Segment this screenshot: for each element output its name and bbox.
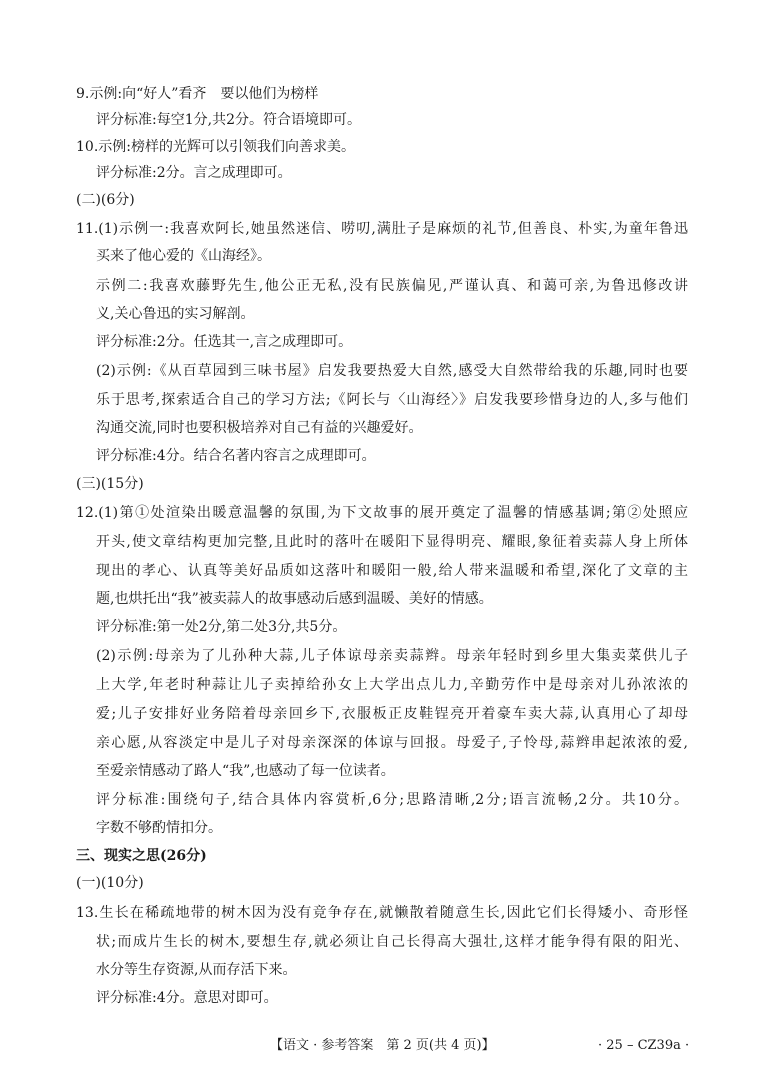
- answer-12-2-cont2: 爱;儿子安排好业务陪着母亲回乡下,衣服板正皮鞋锃亮开着豪车卖大蒜,认真用心了却母: [96, 706, 688, 722]
- footer-page-info: 【语文 · 参考答案 第 2 页(共 4 页)】: [270, 1038, 495, 1053]
- page-footer: [0, 1036, 764, 1056]
- answer-12-2: (2)示例:母亲为了儿孙种大蒜,儿子体谅母亲卖蒜辫。母亲年轻时到乡里大集卖菜供儿子: [96, 648, 688, 664]
- answer-11-2-cont: 乐于思考,探索适合自己的学习方法;《阿长与〈山海经〉》启发我要珍惜身边的人,多与他们: [96, 392, 688, 408]
- answer-13: 13.生长在稀疏地带的树木因为没有竞争存在,就懒散着随意生长,因此它们长得矮小、奇形怪: [76, 905, 688, 921]
- answer-10: 10.示例:榜样的光辉可以引领我们向善求美。: [76, 139, 355, 155]
- answer-12-1-cont2: 现出的孝心、认真等美好品质如这落叶和暖阳一般,给人带来温暖和希望,深化了文章的主: [96, 563, 688, 579]
- answer-11-1-example2-cont: 义,关心鲁迅的实习解剖。: [96, 306, 255, 322]
- answer-11-1-example2: 示例二:我喜欢藤野先生,他公正无私,没有民族偏见,严谨认真、和蔼可亲,为鲁迅修改讲: [96, 278, 688, 294]
- section-heading: (二)(6分): [76, 192, 135, 208]
- answer-13-cont: 状;而成片生长的树木,要想生存,就必须让自己长得高大强壮,这样才能争得有限的阳光、: [96, 934, 688, 950]
- section-heading: (三)(15分): [76, 476, 144, 492]
- part-heading: 三、现实之思(26分): [76, 848, 207, 864]
- answer-9: 9.示例:向“好人”看齐 要以他们为榜样: [76, 86, 319, 102]
- answer-12-1-cont: 开头,使文章结构更加完整,且此时的落叶在暖阳下显得明亮、耀眼,象征着卖蒜人身上所体: [96, 534, 688, 550]
- answer-11-2-cont2: 沟通交流,同时也要积极培养对自己有益的兴趣爱好。: [96, 420, 423, 436]
- scoring-12-2: 评分标准:围绕句子,结合具体内容赏析,6分;思路清晰,2分;语言流畅,2分。共10分。: [96, 792, 688, 808]
- footer-code: · 25 – CZ39a ·: [598, 1038, 690, 1053]
- answer-11-1: 11.(1)示例一:我喜欢阿长,她虽然迷信、唠叨,满肚子是麻烦的礼节,但善良、朴实,为童年鲁迅: [76, 221, 688, 237]
- answer-13-cont2: 水分等生存资源,从而存活下来。: [96, 962, 297, 978]
- section-heading: (一)(10分): [76, 875, 144, 891]
- answer-12-1: 12.(1)第①处渲染出暖意温馨的氛围,为下文故事的展开奠定了温馨的情感基调;第②处照应: [76, 505, 688, 521]
- answer-11-1-cont: 买来了他心爱的《山海经》。: [96, 248, 271, 264]
- scoring-12-1: 评分标准:第一处2分,第二处3分,共5分。: [96, 619, 347, 635]
- scoring-13: 评分标准:4分。意思对即可。: [96, 990, 278, 1006]
- scoring-11-1: 评分标准:2分。任选其一,言之成理即可。: [96, 334, 353, 350]
- scoring-9: 评分标准:每空1分,共2分。符合语境即可。: [96, 112, 361, 128]
- scoring-10: 评分标准:2分。言之成理即可。: [96, 165, 292, 181]
- answer-12-2-cont: 上大学,年老时种蒜让儿子卖掉给孙女上大学出点儿力,辛勤劳作中是母亲对儿孙浓浓的: [96, 677, 688, 693]
- answer-11-2: (2)示例:《从百草园到三味书屋》启发我要热爱大自然,感受大自然带给我的乐趣,同时也要: [96, 363, 688, 379]
- scoring-12-2-cont: 字数不够酌情扣分。: [96, 820, 222, 836]
- answer-12-2-cont4: 至爱亲情感动了路人“我”,也感动了每一位读者。: [96, 763, 395, 779]
- answer-12-2-cont3: 亲心愿,从容淡定中是儿子对母亲深深的体谅与回报。母爱子,子怜母,蒜辫串起浓浓的爱,: [96, 735, 688, 751]
- answer-12-1-cont3: 题,也烘托出“我”被卖蒜人的故事感动后感到温暖、美好的情感。: [96, 591, 493, 607]
- scoring-11-2: 评分标准:4分。结合名著内容言之成理即可。: [96, 448, 376, 464]
